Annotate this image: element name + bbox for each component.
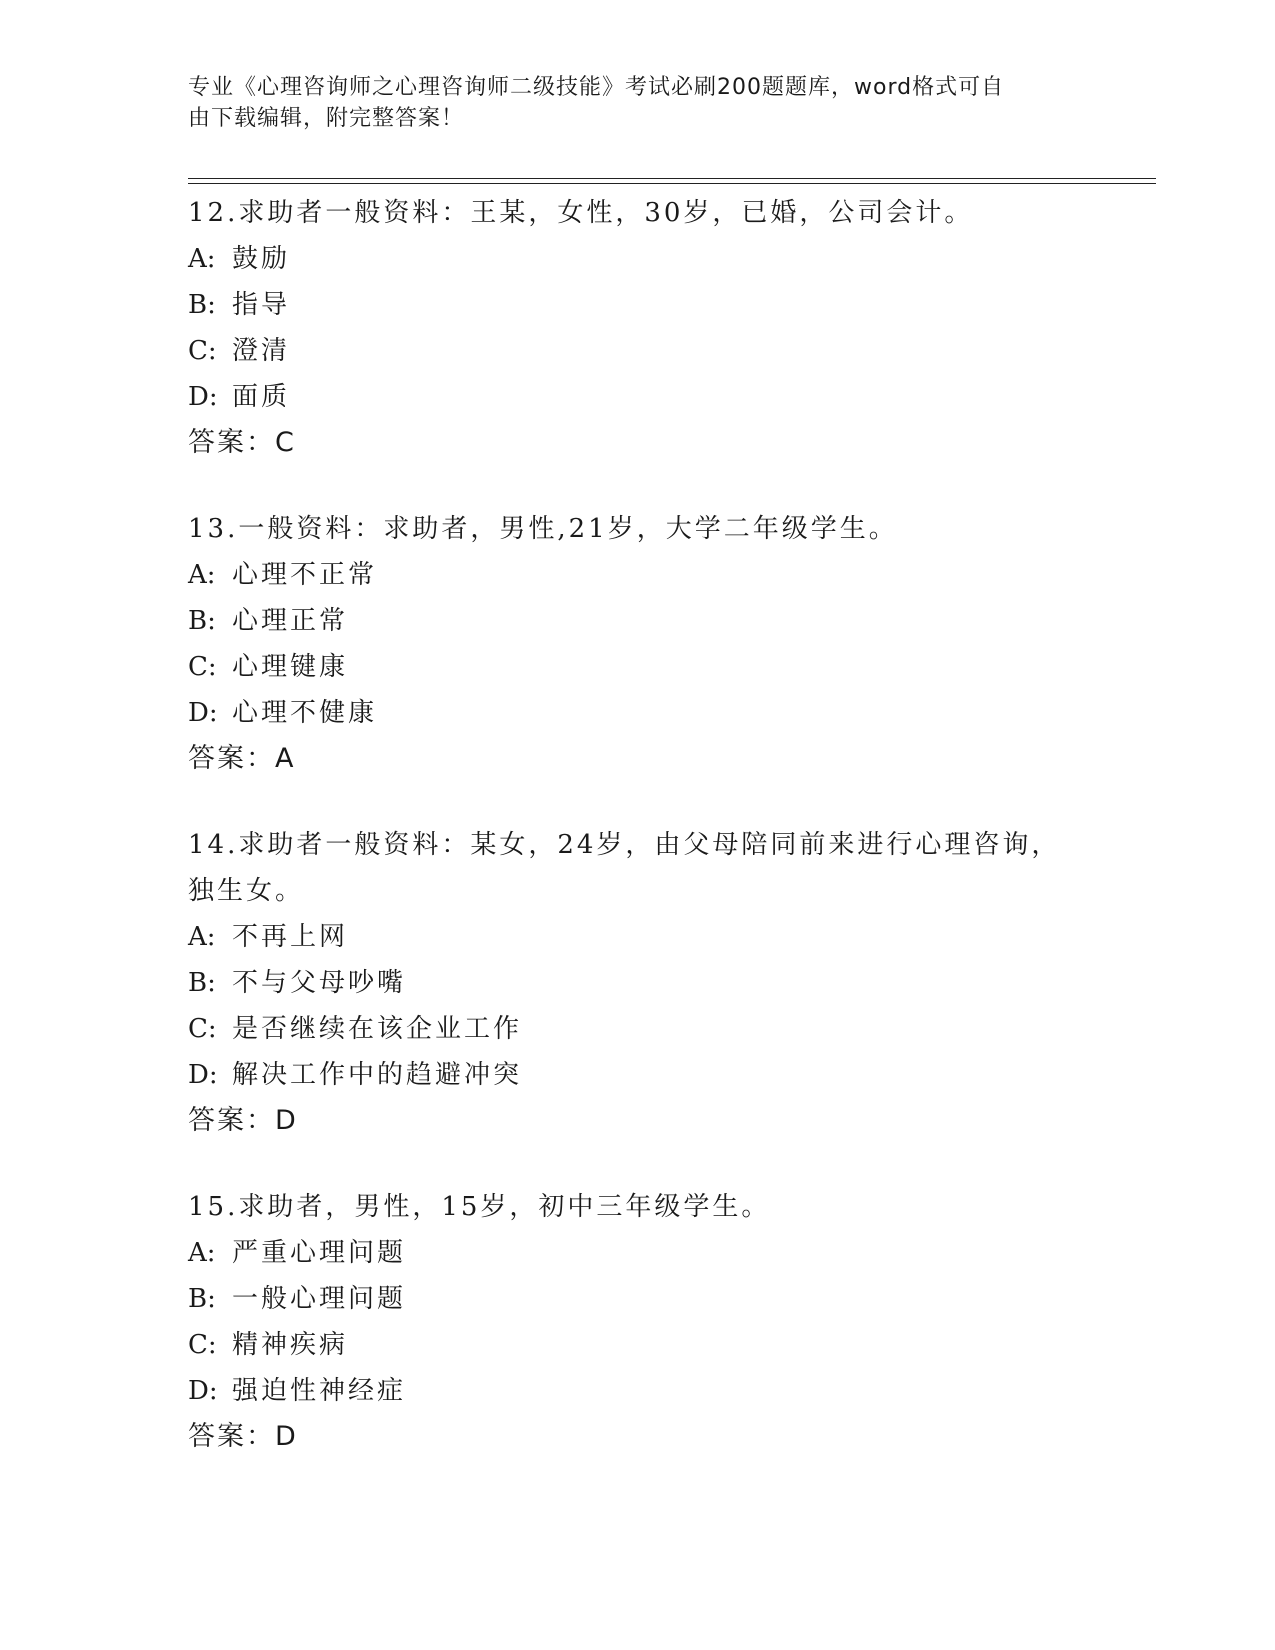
option-text: 解决工作中的趋避冲突 xyxy=(232,1060,523,1090)
option-text: 一般心理问题 xyxy=(232,1284,407,1314)
option-d xyxy=(188,374,1088,420)
option-letter: D: xyxy=(188,698,218,728)
option-a xyxy=(188,914,1088,960)
header-line-2: 由下载编辑，附完整答案！ xyxy=(188,106,465,131)
question-stem: 15.求助者，男性，15岁，初中三年级学生。 xyxy=(188,1192,771,1222)
answer-line: 答案：A xyxy=(188,743,296,774)
option-text: 不与父母吵嘴 xyxy=(232,968,407,998)
header-line-1: 专业《心理咨询师之心理咨询师二级技能》考试必刷200题题库，word格式可自 xyxy=(188,75,1005,100)
option-b xyxy=(188,960,1088,1006)
option-letter: C: xyxy=(188,652,217,682)
option-text: 强迫性神经症 xyxy=(232,1376,407,1406)
option-letter: A: xyxy=(188,244,216,274)
option-b xyxy=(188,282,1088,328)
option-text: 心理不健康 xyxy=(232,698,378,728)
option-letter: D: xyxy=(188,382,218,412)
document-header xyxy=(188,72,1088,134)
option-letter: D: xyxy=(188,1376,218,1406)
option-text: 指导 xyxy=(232,290,291,320)
option-a xyxy=(188,236,1088,282)
question-15 xyxy=(188,1184,1088,1460)
header-divider-bottom xyxy=(188,183,1156,184)
answer-line: 答案：D xyxy=(188,1105,298,1136)
option-letter: A: xyxy=(188,1238,216,1268)
option-letter: A: xyxy=(188,560,216,590)
question-14 xyxy=(188,822,1088,1144)
answer-line: 答案：C xyxy=(188,427,296,458)
option-d xyxy=(188,1368,1088,1414)
option-letter: D: xyxy=(188,1060,218,1090)
option-c xyxy=(188,1006,1088,1052)
option-letter: B: xyxy=(188,968,216,998)
option-b xyxy=(188,598,1088,644)
header-divider-top xyxy=(188,178,1156,179)
option-letter: B: xyxy=(188,1284,216,1314)
option-text: 鼓励 xyxy=(232,244,291,274)
option-letter: C: xyxy=(188,336,217,366)
option-letter: A: xyxy=(188,922,216,952)
option-text: 是否继续在该企业工作 xyxy=(232,1014,523,1044)
answer-line: 答案：D xyxy=(188,1421,298,1452)
question-13 xyxy=(188,506,1088,782)
question-stem: 12.求助者一般资料：王某，女性，30岁，已婚，公司会计。 xyxy=(188,198,974,228)
option-text: 不再上网 xyxy=(232,922,349,952)
option-text: 心理不正常 xyxy=(232,560,378,590)
option-d xyxy=(188,690,1088,736)
option-a xyxy=(188,1230,1088,1276)
option-text: 面质 xyxy=(232,382,291,412)
option-letter: C: xyxy=(188,1014,217,1044)
option-letter: B: xyxy=(188,606,216,636)
question-stem: 14.求助者一般资料：某女，24岁，由父母陪同前来进行心理咨询，独生女。 xyxy=(188,830,1061,906)
option-text: 心理正常 xyxy=(232,606,349,636)
option-text: 澄清 xyxy=(232,336,291,366)
option-text: 严重心理问题 xyxy=(232,1238,407,1268)
option-b xyxy=(188,1276,1088,1322)
option-text: 精神疾病 xyxy=(232,1330,349,1360)
option-d xyxy=(188,1052,1088,1098)
question-list xyxy=(188,190,1088,1500)
option-letter: B: xyxy=(188,290,216,320)
option-c xyxy=(188,328,1088,374)
question-12 xyxy=(188,190,1088,466)
option-text: 心理键康 xyxy=(232,652,349,682)
option-a xyxy=(188,552,1088,598)
option-c xyxy=(188,1322,1088,1368)
option-letter: C: xyxy=(188,1330,217,1360)
option-c xyxy=(188,644,1088,690)
question-stem: 13.一般资料：求助者，男性,21岁，大学二年级学生。 xyxy=(188,514,898,544)
